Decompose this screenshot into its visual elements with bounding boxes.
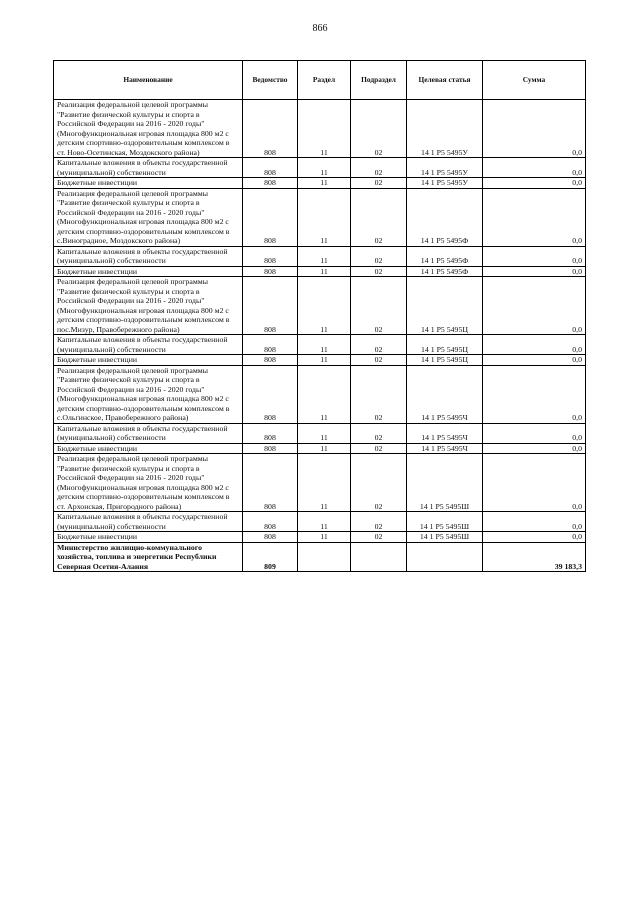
row-celevaya-statya: 14 1 P5 5495Ш	[407, 512, 483, 532]
row-summa: 0,0	[483, 335, 586, 355]
row-celevaya-statya: 14 1 P5 5495Ш	[407, 454, 483, 512]
row-name: Реализация федеральной целевой программы "Развитие физической культуры и спорта в Российской Федерации на 2016 - 2020 годы"(Многофункциональная игровая площадка 800 м2 с детским спортивно-оздоровительным комплексом в ст. Архонская, Пригородного района)	[54, 454, 243, 512]
header-summa: Сумма	[483, 61, 586, 100]
row-podrazdel: 02	[351, 277, 407, 335]
row-name: Бюджетные инвестиции	[54, 532, 243, 543]
row-podrazdel: 02	[351, 158, 407, 178]
row-summa: 0,0	[483, 158, 586, 178]
table-row	[54, 277, 586, 335]
row-podrazdel: 02	[351, 246, 407, 266]
row-podrazdel: 02	[351, 188, 407, 246]
row-summa: 0,0	[483, 246, 586, 266]
row-podrazdel: 02	[351, 423, 407, 443]
header-name: Наименование	[54, 61, 243, 100]
row-vedomstvo: 808	[243, 100, 298, 158]
row-razdel: 11	[298, 512, 351, 532]
row-celevaya-statya: 14 1 P5 5495У	[407, 158, 483, 178]
row-podrazdel: 02	[351, 532, 407, 543]
table-row	[54, 512, 586, 532]
row-name: Реализация федеральной целевой программы "Развитие физической культуры и спорта в Российской Федерации на 2016 - 2020 годы"(Многофункциональная игровая площадка 800 м2 с детским спортивно-оздоровительным комплексом в с.Ольгинское, Правобережного района)	[54, 365, 243, 423]
row-razdel: 11	[298, 355, 351, 366]
row-vedomstvo: 808	[243, 365, 298, 423]
row-podrazdel	[351, 542, 407, 572]
table-row	[54, 542, 586, 572]
row-summa: 0,0	[483, 178, 586, 189]
table-header-row	[54, 61, 586, 100]
row-celevaya-statya: 14 1 P5 5495Ш	[407, 532, 483, 543]
row-vedomstvo: 808	[243, 335, 298, 355]
row-summa: 0,0	[483, 532, 586, 543]
row-celevaya-statya: 14 1 P5 5495Ч	[407, 365, 483, 423]
row-name: Капитальные вложения в объекты государственной (муниципальной) собственности	[54, 423, 243, 443]
row-summa: 0,0	[483, 188, 586, 246]
row-celevaya-statya: 14 1 P5 5495Ц	[407, 277, 483, 335]
row-razdel: 11	[298, 188, 351, 246]
row-razdel: 11	[298, 178, 351, 189]
row-celevaya-statya: 14 1 P5 5495Ф	[407, 266, 483, 277]
row-vedomstvo: 808	[243, 532, 298, 543]
row-podrazdel: 02	[351, 178, 407, 189]
row-celevaya-statya: 14 1 P5 5495Ч	[407, 423, 483, 443]
row-podrazdel: 02	[351, 266, 407, 277]
row-celevaya-statya: 14 1 P5 5495У	[407, 100, 483, 158]
row-celevaya-statya	[407, 542, 483, 572]
row-razdel: 11	[298, 158, 351, 178]
table-row	[54, 100, 586, 158]
row-celevaya-statya: 14 1 P5 5495Ч	[407, 443, 483, 454]
row-podrazdel: 02	[351, 454, 407, 512]
row-name: Реализация федеральной целевой программы "Развитие физической культуры и спорта в Российской Федерации на 2016 - 2020 годы"(Многофункциональная игровая площадка 800 м2 с детским спортивно-оздоровительным комплексом в ст. Ново-Осетинская, Моздокского района)	[54, 100, 243, 158]
row-podrazdel: 02	[351, 100, 407, 158]
row-name: Бюджетные инвестиции	[54, 178, 243, 189]
row-razdel: 11	[298, 443, 351, 454]
table-row	[54, 335, 586, 355]
row-podrazdel: 02	[351, 365, 407, 423]
row-name: Капитальные вложения в объекты государственной (муниципальной) собственности	[54, 512, 243, 532]
row-name: Реализация федеральной целевой программы "Развитие физической культуры и спорта в Российской Федерации на 2016 - 2020 годы"(Многофункциональная игровая площадка 800 м2 с детским спортивно-оздоровительным комплексом в пос.Мизур, Правобережного района)	[54, 277, 243, 335]
row-celevaya-statya: 14 1 P5 5495Ф	[407, 246, 483, 266]
row-name: Капитальные вложения в объекты государственной (муниципальной) собственности	[54, 246, 243, 266]
table-row	[54, 423, 586, 443]
row-summa: 0,0	[483, 365, 586, 423]
row-summa: 0,0	[483, 512, 586, 532]
row-podrazdel: 02	[351, 443, 407, 454]
row-vedomstvo: 808	[243, 178, 298, 189]
row-celevaya-statya: 14 1 P5 5495Ц	[407, 355, 483, 366]
table-row	[54, 158, 586, 178]
row-razdel: 11	[298, 532, 351, 543]
row-summa: 0,0	[483, 266, 586, 277]
row-vedomstvo: 808	[243, 266, 298, 277]
row-name: Капитальные вложения в объекты государственной (муниципальной) собственности	[54, 158, 243, 178]
row-vedomstvo: 808	[243, 512, 298, 532]
row-celevaya-statya: 14 1 P5 5495У	[407, 178, 483, 189]
row-summa: 0,0	[483, 454, 586, 512]
row-razdel: 11	[298, 335, 351, 355]
row-name: Министерство жилищно-коммунального хозяйства, топлива и энергетики Республики Северная Осетия-Алания	[54, 542, 243, 572]
row-celevaya-statya: 14 1 P5 5495Ц	[407, 335, 483, 355]
row-summa: 0,0	[483, 443, 586, 454]
table-row	[54, 365, 586, 423]
row-vedomstvo: 808	[243, 355, 298, 366]
row-razdel: 11	[298, 100, 351, 158]
table-row	[54, 532, 586, 543]
row-summa: 0,0	[483, 277, 586, 335]
row-vedomstvo: 808	[243, 423, 298, 443]
table-row	[54, 266, 586, 277]
row-name: Бюджетные инвестиции	[54, 266, 243, 277]
row-vedomstvo: 808	[243, 188, 298, 246]
header-celevaya-statya: Целевая статья	[407, 61, 483, 100]
row-vedomstvo: 808	[243, 277, 298, 335]
row-razdel: 11	[298, 266, 351, 277]
row-summa: 0,0	[483, 423, 586, 443]
row-vedomstvo: 808	[243, 158, 298, 178]
row-vedomstvo: 808	[243, 443, 298, 454]
row-vedomstvo: 808	[243, 454, 298, 512]
table-row	[54, 454, 586, 512]
row-razdel: 11	[298, 454, 351, 512]
header-vedomstvo: Ведомство	[243, 61, 298, 100]
row-vedomstvo: 808	[243, 246, 298, 266]
page-number: 866	[312, 23, 328, 34]
row-celevaya-statya: 14 1 P5 5495Ф	[407, 188, 483, 246]
row-podrazdel: 02	[351, 512, 407, 532]
row-summa: 39 183,3	[483, 542, 586, 572]
row-vedomstvo: 809	[243, 542, 298, 572]
budget-table	[53, 60, 586, 572]
row-razdel: 11	[298, 277, 351, 335]
row-summa: 0,0	[483, 100, 586, 158]
table-row	[54, 178, 586, 189]
row-razdel: 11	[298, 365, 351, 423]
header-razdel: Раздел	[298, 61, 351, 100]
row-name: Бюджетные инвестиции	[54, 355, 243, 366]
row-razdel: 11	[298, 246, 351, 266]
row-summa: 0,0	[483, 355, 586, 366]
row-name: Реализация федеральной целевой программы "Развитие физической культуры и спорта в Российской Федерации на 2016 - 2020 годы"(Многофункциональная игровая площадка 800 м2 с детским спортивно-оздоровительным комплексом в с.Виноградное, Моздокского района)	[54, 188, 243, 246]
table-row	[54, 355, 586, 366]
row-name: Капитальные вложения в объекты государственной (муниципальной) собственности	[54, 335, 243, 355]
row-razdel: 11	[298, 423, 351, 443]
table-row	[54, 246, 586, 266]
row-name: Бюджетные инвестиции	[54, 443, 243, 454]
row-razdel	[298, 542, 351, 572]
row-podrazdel: 02	[351, 355, 407, 366]
row-podrazdel: 02	[351, 335, 407, 355]
table-body	[54, 100, 586, 572]
table-row	[54, 188, 586, 246]
table-row	[54, 443, 586, 454]
header-podrazdel: Подраздел	[351, 61, 407, 100]
